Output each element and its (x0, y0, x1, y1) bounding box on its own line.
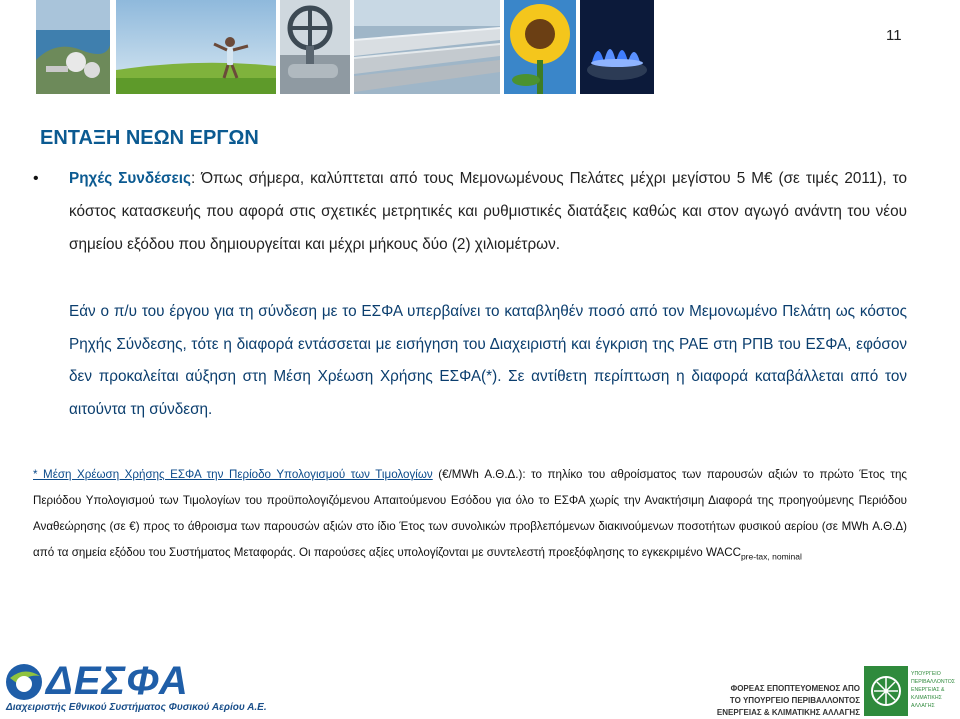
pipelines-photo (354, 0, 500, 94)
regulator-line: ΦΟΡΕΑΣ ΕΠΟΠΤΕΥΟΜΕΝΟΣ ΑΠΟ (730, 684, 860, 693)
desfa-logo-subtitle: Διαχειριστής Εθνικού Συστήματος Φυσικού Αερίου Α.Ε. (6, 702, 267, 713)
footnote-body: : το πηλίκο του αθροίσματος των παρουσών αξιών το πρώτο Έτος της Περιόδου Υπολογισμού των Τιμολογίων του προϋπολογιζόμενου Απαιτούμενου Εσόδου για όλο το ΕΣΦΑ χωρίς την Ανακτήσιμη Διαφορά της προηγούμενης Περιόδου Αναθεώρησης (σε €) προς το άθροισμα των παρουσών αξιών στο ίδιο Έτος των συνολικών προβλεπόμενων διακινούμενων ποσοτήτων φυσικού αερίου (σε MWh Α.Θ.Δ) από τα σημεία εξόδου του Συστήματος Μεταφοράς. Οι παρούσες αξίες υπολογίζονται με συντελεστή προεξόφλησης το εγκεκριμένο WACC (33, 468, 907, 559)
valve-photo (280, 0, 350, 94)
footnote (33, 462, 907, 569)
shallow-connections-lead: Ρηχές Συνδέσεις (69, 170, 191, 187)
page-number: 11 (886, 27, 902, 44)
desfa-logo-text: ΔΕΣΦΑ (46, 659, 189, 703)
ministry-logo-line: ΑΛΛΑΓΗΣ (911, 703, 935, 709)
lng-terminal-photo (36, 0, 110, 94)
regulator-line: ΕΝΕΡΓΕΙΑΣ & ΚΛΙΜΑΤΙΚΗΣ ΑΛΛΑΓΗΣ (716, 708, 860, 717)
footnote-unit: (€/MWh Α.Θ.Δ.) (432, 468, 523, 481)
sunflower-photo (504, 0, 576, 94)
ministry-logo-icon (864, 666, 956, 716)
shallow-connections-paragraph (69, 162, 907, 261)
ministry-logo-line: ΠΕΡΙΒΑΛΛΟΝΤΟΣ (911, 679, 955, 685)
gas-flame-photo (580, 0, 654, 94)
regulator-line: ΤΟ ΥΠΟΥΡΓΕΙΟ ΠΕΡΙΒΑΛΛΟΝΤΟΣ (729, 696, 860, 705)
page-title: ΕΝΤΑΞΗ ΝΕΩΝ ΕΡΓΩΝ (40, 127, 259, 149)
ministry-logo-line: ΕΝΕΡΓΕΙΑΣ & (911, 687, 945, 693)
bullet-marker: • (33, 170, 39, 187)
regulator-caption (700, 683, 860, 719)
budget-difference-paragraph: Εάν ο π/υ του έργου για τη σύνδεση με το ΕΣΦΑ υπερβαίνει το καταβληθέν ποσό από τον Μεμονωμένο Πελάτη ως κόστος Ρηχής Σύνδεσης, τότε η διαφορά εντάσσεται με εισήγηση του Διαχειριστή και έγκριση της ΡΑΕ στη ΡΠΒ του ΕΣΦΑ, εφόσον δεν προκαλείται αύξηση στη Μέση Χρέωση Χρήσης ΕΣΦΑ(*). Σε αντίθετη περίπτωση η διαφορά καταβάλλεται από τον αιτούντα τη σύνδεση. (69, 303, 907, 418)
child-field-photo (116, 0, 276, 94)
shallow-connections-text: : Όπως σήμερα, καλύπτεται από τους Μεμονωμένους Πελάτες μέχρι μεγίστου 5 Μ€ (σε τιμές 2011), το κόστος κατασκευής που αφορά στις σχετικές μετρητικές και ρυθμιστικές διατάξεις καθώς και στον αγωγό ανάντη του νέου σημείου εξόδου που δημιουργείται και μέχρι μήκους δύο (2) χιλιομέτρων. (69, 170, 907, 253)
ministry-logo-line: ΥΠΟΥΡΓΕΙΟ (911, 671, 941, 677)
footnote-subscript: pre-tax, nominal (740, 551, 802, 562)
footnote-term: * Μέση Χρέωση Χρήσης ΕΣΦΑ την Περίοδο Υπολογισμού των Τιμολογίων (33, 468, 433, 481)
ministry-logo-line: ΚΛΙΜΑΤΙΚΗΣ (911, 695, 942, 701)
